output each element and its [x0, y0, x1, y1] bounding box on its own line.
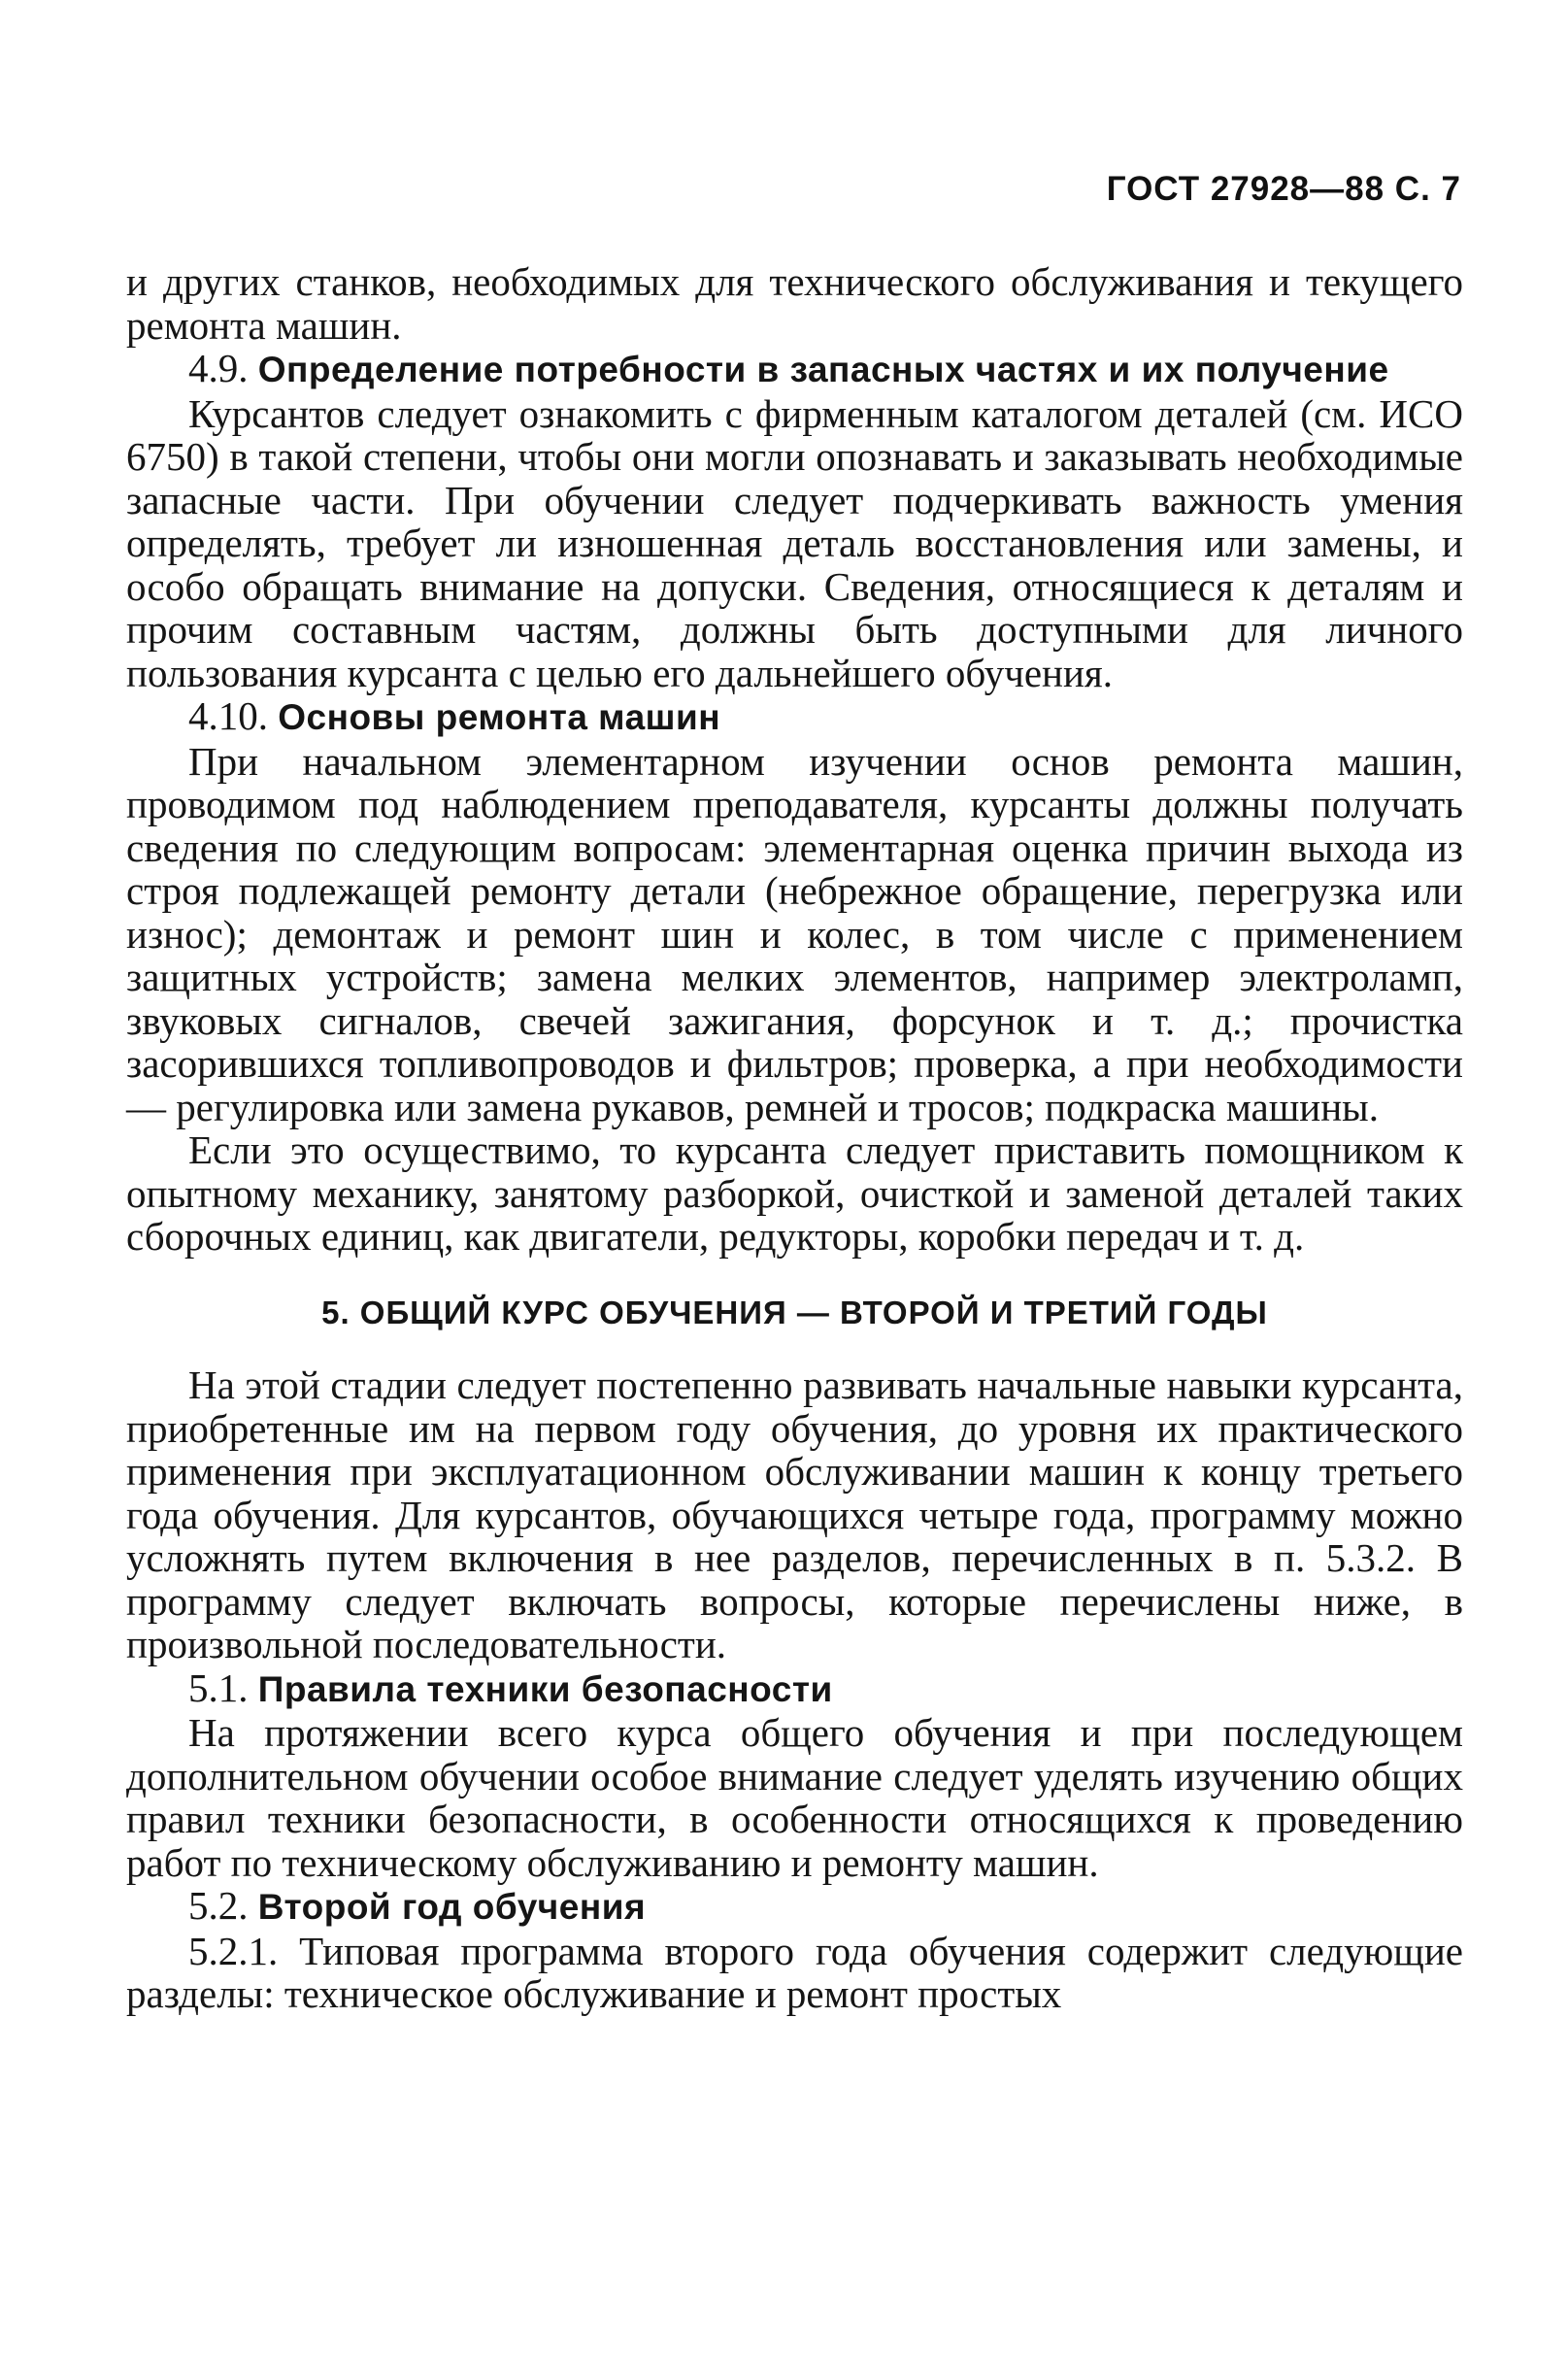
paragraph-spare-parts: Курсантов следует ознакомить с фирменным каталогом деталей (см. ИСО 6750) в такой степени, чтобы они могли опознавать и заказывать необходимые запасные части. При обучении следует подчеркивать важность умения определять, требует ли изношенная деталь восстановления или замены, и особо обращать внимание на допуски. Сведения, относящиеся к деталям и прочим составным частям, должны быть доступными для личного пользования курсанта с целью его дальнейшего обучения.	[126, 390, 1463, 695]
heading-5-1	[126, 1666, 1463, 1712]
paragraph-stage: На этой стадии следует постепенно развивать начальные навыки курсанта, приобретенные им на первом году обучения, до уровня их практического применения при эксплуатационном обслуживании машин к концу третьего года обучения. Для курсантов, обучающихся четыре года, программу можно усложнять путем включения в нее разделов, перечисленных в п. 5.3.2. В программу следует включать вопросы, которые перечислены ниже, в произвольной последовательности.	[126, 1362, 1463, 1666]
heading-number: 4.10.	[188, 693, 268, 738]
section-5-heading: 5. ОБЩИЙ КУРС ОБУЧЕНИЯ — ВТОРОЙ И ТРЕТИЙ ГОДЫ	[321, 1294, 1268, 1330]
heading-title: Второй год обучения	[257, 1887, 647, 1927]
heading-title: Основы ремонта машин	[278, 697, 721, 737]
heading-4-9	[126, 347, 1463, 392]
heading-title: Правила техники безопасности	[257, 1668, 833, 1709]
heading-4-10	[126, 694, 1463, 740]
heading-title: Определение потребности в запасных частях и их получение	[257, 350, 1389, 389]
paragraph-assistant: Если это осуществимо, то курсанта следует приставить помощником к опытному механику, занятому разборкой, очисткой и заменой деталей таких сборочных единиц, как двигатели, редукторы, коробки передач и т. д.	[126, 1127, 1463, 1259]
paragraph-second-year: 5.2.1. Типовая программа второго года обучения содержит следующие разделы: техническое обслуживание и ремонт простых	[126, 1928, 1463, 2016]
heading-number: 5.1.	[188, 1665, 249, 1710]
page-header: ГОСТ 27928—88 С. 7	[1106, 170, 1461, 208]
page-content	[126, 260, 1463, 2016]
paragraph-continuation: и других станков, необходимых для технического обслуживания и текущего ремонта машин.	[126, 259, 1463, 348]
paragraph-repair-basics: При начальном элементарном изучении основ ремонта машин, проводимом под наблюдением преподавателя, курсанты должны получать сведения по следующим вопросам: элементарная оценка причин выхода из строя подлежащей ремонту детали (небрежное обращение, перегрузка или износ); демонтаж и ремонт шин и колес, в том числе с применением защитных устройств; замена мелких элементов, например электроламп, звуковых сигналов, свечей зажигания, форсунок и т. д.; прочистка засорившихся топливопроводов и фильтров; проверка, а при необходимости — регулировка или замена рукавов, ремней и тросов; подкраска машины.	[126, 738, 1463, 1129]
heading-number: 4.9.	[188, 346, 249, 390]
paragraph-safety: На протяжении всего курса общего обучения и при последующем дополнительном обучении особое внимание следует уделять изучению общих правил техники безопасности, в особенности относящихся к проведению работ по техническому обслуживанию и ремонту машин.	[126, 1710, 1463, 1885]
heading-number: 5.2.	[188, 1883, 249, 1928]
heading-5-2	[126, 1884, 1463, 1930]
